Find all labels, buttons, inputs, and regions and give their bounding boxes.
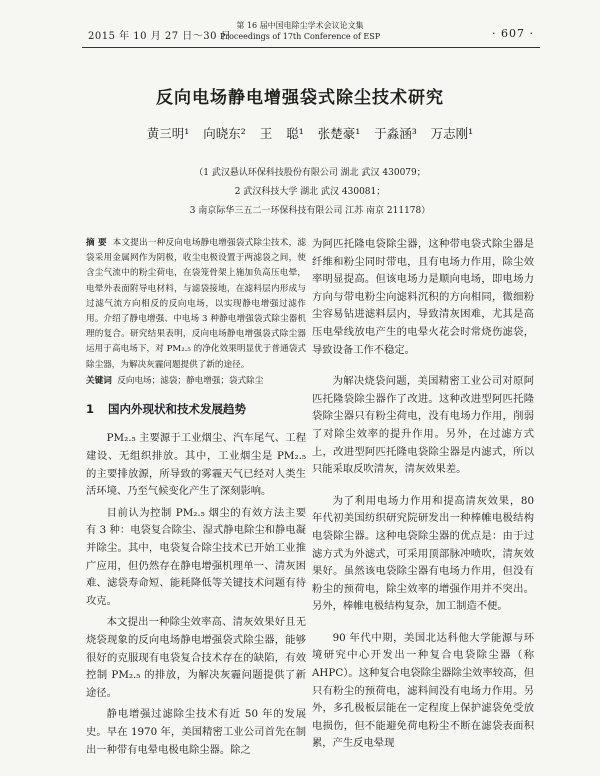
abstract	[86, 236, 306, 373]
keywords-text: 反向电场；滤袋；静电增强；袋式除尘	[117, 375, 264, 386]
body-paragraph: 静电增强过滤除尘技术有近 50 年的发展史。早在 1970 年，美国精密工业公司首先在制出一种带有电晕电极电除尘器。除之	[86, 708, 306, 756]
section-title: 国内外现状和技术发展趋势	[108, 401, 247, 416]
affiliation-1: （1 武汉悬认环保科技股份有限公司 湖北 武汉 430079；	[194, 168, 426, 178]
body-paragraph: 为解决烧袋问题，美国精密工业公司对原阿匹托隆袋除尘器作了改进。这种改进型阿匹托隆袋除尘器只有粉尘荷电，没有电场力作用，削弱了对除尘效率的提升作用。另外，在过滤方式上，改进型阿匹托隆电袋除尘器是内滤式，所以只能采取反吹清灰，清灰效果差。	[312, 375, 534, 476]
header-conference-en: Proceedings of 17th Conference of ESP	[219, 32, 381, 41]
header-date: 2015 年 10 月 27 日～30 日	[88, 31, 232, 42]
body-paragraph: PM₂.₅ 主要源于工业烟尘、汽车尾气、工程建设、无组织排放。其中，工业烟尘是 PM₂.₅ 的主要排放源，所导致的雾霾天气已经对人类生活环境、乃至气候变化产生了深刻影响。	[86, 432, 306, 498]
header-rule	[82, 47, 540, 48]
running-header	[0, 0, 600, 50]
body-paragraph: 目前认为控制 PM₂.₅ 烟尘的有效方法主要有 3 种：电袋复合除尘、湿式静电除尘和静电凝并除尘。其中，电袋复合除尘技术已开始工业推广应用，但仍然存在静电增强机理单一、清灰困难、滤袋寿命短、能耗降低等关键技术问题有待攻克。	[86, 506, 306, 607]
section-heading	[86, 401, 306, 419]
body-paragraph: 为阿匹托隆电袋除尘器，这种带电袋式除尘器是纤维和粉尘同时带电，且有电场力作用，除尘效率明显提高。但该电场力是顺向电场，即电场力方向与带电粉尘向滤料沉积的方向相同，微细粉尘容易钻进滤料层内，导致清灰困难，尤其是高压电晕线放电产生的电晕火花会时常烧伤滤袋，导致设备工作不稳定。	[312, 238, 534, 356]
affiliation-3: 3 南京际华三五二一环保科技有限公司 江苏 南京 211178）	[189, 206, 431, 216]
right-column	[312, 236, 534, 755]
body-paragraph: 本文提出一种除尘效率高、清灰效果好且无烧袋现象的反向电场静电增强袋式除尘器，能够很好的克服现有电袋复合技术存在的缺陷，有效控制 PM₂.₅ 的排放，为解决灰霾问题提供了新途径。	[86, 616, 306, 699]
paper-title: 反向电场静电增强袋式除尘技术研究	[156, 88, 444, 108]
left-column	[86, 236, 306, 763]
header-conference	[190, 20, 410, 42]
page-number: · 607 ·	[492, 27, 534, 40]
author-list: 黄三明¹ 向晓东² 王 聪¹ 张楚豪¹ 于淼涵³ 万志刚¹	[146, 126, 474, 141]
affiliation-2: 2 武汉科技大学 湖北 武汉 430081；	[234, 187, 386, 197]
section-number: 1	[86, 401, 95, 416]
abstract-text: 本文提出一种反向电场静电增强袋式除尘技术，滤袋采用金属网作为阴极，收尘电极设置于两滤袋之间，使含尘气流中的粉尘荷电，在袋笼骨架上施加负高压电晕，电晕外表面附导电材料，与滤袋接地，在滤料层内形成与过滤气流方向相反的反向电场，以实现静电增强过滤作用。介绍了静电增强、中电场 3 种静电增强袋式除尘器机理的复合。研究结果表明，反向电场静电增强袋式除尘器运用于高电场下，对 PM₂.₅ 的净化效果明显优于普通袋式除尘器，为解决灰霾问题提供了新的途径。	[86, 238, 306, 370]
keywords-label: 关键词	[86, 375, 112, 386]
keywords	[86, 374, 306, 389]
body-paragraph: 为了利用电场力作用和提高清灰效果，80 年代初美国纺织研究院研发出一种棒帷电极结构电袋除尘器。这种电袋除尘器的优点是：由于过滤方式为外滤式，可采用顶部脉冲喷吹，清灰效果好。虽然该电袋除尘器有电场力作用，但没有粉尘的预荷电，除尘效率的增强作用并不突出。另外，棒帷电极结构复杂，加工制造不便。	[312, 494, 534, 613]
header-conference-cn: 第 16 届中国电除尘学术会议论文集	[236, 21, 364, 30]
body-paragraph: 90 年代中期，美国北达科他大学能源与环境研究中心开发出一种复合电袋除尘器（称 AHPC）。这种复合电袋除尘器除尘效率较高，但只有粉尘的预荷电，滤料间没有电场力作用。另外，多孔极板层能在一定程度上保护滤袋免受放电损伤，但不能避免荷电粉尘不断在滤袋表面积累，产生反电晕现	[312, 631, 534, 750]
abstract-label: 摘 要	[86, 238, 107, 248]
